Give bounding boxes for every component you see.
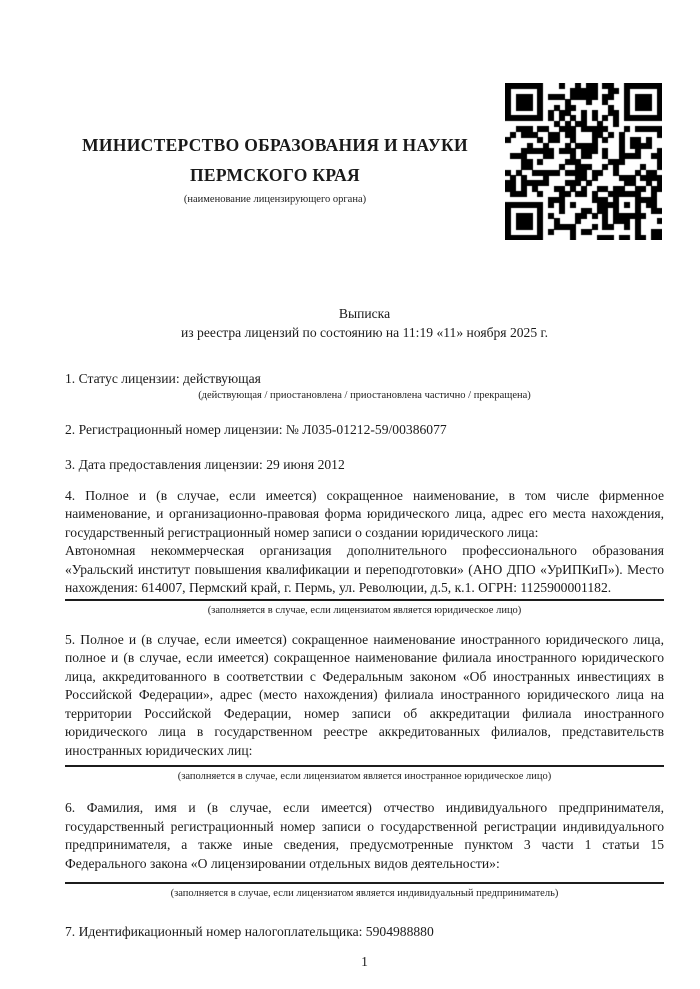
org-name-line2: ПЕРМСКОГО КРАЯ bbox=[190, 165, 360, 185]
taxpayer-id-line: 7. Идентификационный номер налогоплательщика: 5904988880 bbox=[65, 924, 434, 939]
legal-entity-underline bbox=[65, 599, 664, 601]
title-line1: Выписка bbox=[338, 306, 391, 321]
document-body bbox=[65, 0, 664, 971]
document-title bbox=[65, 0, 664, 342]
legal-entity-value: Автономная некоммерческая организация дополнительного профессионального образования «Уральский институт повышения квалификации и переподготовки» (АНО ДПО «УрИПКиП»). Место нахождения: 614007, Пермский край, г. Пермь, ул. Революции, д.5, к.1. ОГРН: 1125900001182. bbox=[65, 543, 664, 595]
org-name-line1: МИНИСТЕРСТВО ОБРАЗОВАНИЯ И НАУКИ bbox=[82, 135, 468, 155]
legal-entity-caption: (заполняется в случае, если лицензиатом является юридическое лицо) bbox=[207, 604, 522, 616]
org-caption: (наименование лицензирующего органа) bbox=[183, 194, 367, 205]
license-status-options-note: (действующая / приостановлена / приостановлена частично / прекращена) bbox=[198, 389, 531, 401]
registration-number-line: 2. Регистрационный номер лицензии: № Л035-01212-59/00386077 bbox=[65, 421, 447, 437]
legal-entity-heading: 4. Полное и (в случае, если имеется) сокращенное наименование, в том числе фирменное наименование, и организационно-правовая форма юридического лица, адрес его места нахождения, государственный регистрационный номер записи о создании юридического лица: bbox=[65, 487, 664, 540]
license-status-line: 1. Статус лицензии: действующая bbox=[65, 371, 261, 386]
foreign-entity-underline bbox=[65, 765, 664, 767]
individual-entrepreneur-underline bbox=[65, 882, 664, 884]
foreign-entity-caption: (заполняется в случае, если лицензиатом является иностранное юридическое лицо) bbox=[177, 771, 552, 782]
individual-entrepreneur-heading: 6. Фамилия, имя и (в случае, если имеется) отчество индивидуального предпринимателя, государственный регистрационный номер записи о государственной регистрации индивидуального предпринимателя, а также иные сведения, предусмотренные пунктом 3 части 1 статьи 15 Федерального закона «О лицензировании отдельных видов деятельности»: bbox=[65, 800, 664, 871]
individual-entrepreneur-caption: (заполняется в случае, если лицензиатом является индивидуальный предприниматель) bbox=[170, 888, 559, 899]
title-line2: из реестра лицензий по состоянию на 11:19 «11» ноября 2025 г. bbox=[180, 324, 548, 340]
foreign-entity-heading: 5. Полное и (в случае, если имеется) сокращенное наименование иностранного юридического лица, полное и (в случае, если имеется) сокращенное наименование филиала иностранного юридического лица, аккредитованного в соответствии с Федеральным законом «Об иностранных инвестициях в Российской Федерации», адрес (место нахождения) филиала иностранного юридического лица на территории Российской Федерации, номер записи об аккредитации филиала иностранного юридического лица в государственном реестре аккредитованных филиалов, представительств иностранных юридических лиц: bbox=[65, 631, 664, 758]
page-number: 1 bbox=[361, 953, 368, 969]
license-grant-date-line: 3. Дата предоставления лицензии: 29 июня 2012 bbox=[65, 457, 345, 472]
